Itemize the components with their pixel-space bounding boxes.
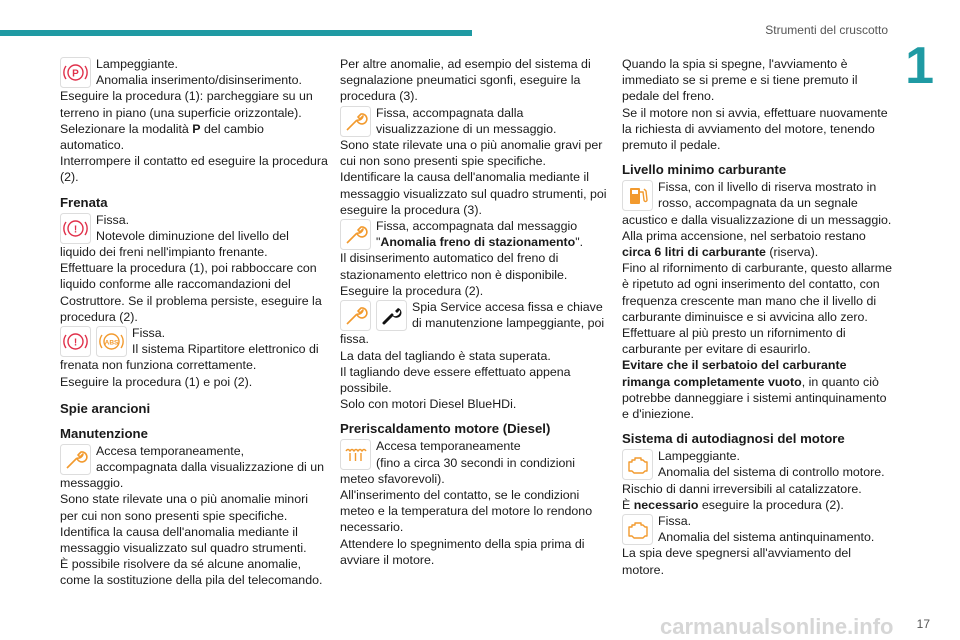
- text: Rischio di danni irreversibili al catalizzatore.: [622, 481, 862, 496]
- spanner-black-icon: [376, 300, 407, 331]
- page-number: 17: [916, 617, 930, 631]
- engine-icon: [622, 514, 653, 545]
- spanner-icon: [60, 444, 91, 475]
- svg-text:P: P: [72, 68, 79, 80]
- text: Il sistema Ripartitore elettronico di frenata non funziona correttamente.: [60, 342, 319, 373]
- text: È possibile risolvere da sé alcune anomalie, come la sostituzione della pila del telecomando.: [60, 557, 323, 588]
- text: Eseguire la procedura (1): parcheggiare su un terreno in piano (una superficie orizzontale).: [60, 89, 313, 120]
- heading-frenata: Frenata: [60, 194, 108, 210]
- spanner-icon: [340, 106, 371, 137]
- text: Accesa temporaneamente: [376, 439, 521, 454]
- column-3: [622, 56, 894, 578]
- svg-text:!: !: [73, 337, 78, 349]
- text: Sono state rilevate una o più anomalie minori per cui non sono presenti spie specifiche.: [60, 492, 308, 523]
- text: Notevole diminuzione del livello del liquido dei freni nell'impianto frenante.: [60, 228, 289, 260]
- text: Fissa.: [132, 326, 166, 341]
- text: rosso, accompagnata da un segnale acustico e dalla visualizzazione di un messaggio.: [622, 196, 892, 227]
- text: Identifica la causa dell'anomalia mediante il messaggio visualizzato sul quadro strumenti.: [60, 524, 307, 556]
- text: Fissa, accompagnata dal messaggio: [376, 219, 578, 234]
- section-title: Strumenti del cruscotto: [765, 23, 888, 37]
- text: (fino a circa 30 secondi in condizioni meteo sfavorevoli).: [340, 455, 576, 486]
- text: Effettuare al più presto un rifornimento di carburante per evitare di esaurirlo.: [622, 326, 846, 357]
- header-accent-bar: [0, 30, 472, 36]
- text: Lampeggiante.: [658, 449, 740, 464]
- spanner-icon: [340, 219, 371, 250]
- text: Il disinserimento automatico del freno di stazionamento elettrico non è disponibile.: [340, 251, 568, 282]
- text: Accesa temporaneamente,: [96, 443, 245, 458]
- text: accompagnata dalla visualizzazione di un messaggio.: [60, 460, 324, 491]
- text: Anomalia inserimento/disinserimento.: [96, 73, 302, 88]
- watermark: carmanualsonline.info: [660, 614, 894, 639]
- text: Eseguire la procedura (2).: [340, 283, 484, 298]
- text: È necessario eseguire la procedura (2).: [622, 497, 844, 512]
- service-wrench-icon: [340, 300, 371, 331]
- text: Fissa, con il livello di riserva mostrato in: [658, 180, 877, 195]
- heading-autodiagnosi: Sistema di autodiagnosi del motore: [622, 431, 845, 447]
- text: Attendere lo spegnimento della spia prima di avviare il motore.: [340, 536, 585, 567]
- text: La data del tagliando è stata superata.: [340, 348, 551, 363]
- chapter-number: 1: [905, 37, 934, 95]
- heading-spie-arancioni: Spie arancioni: [60, 400, 151, 416]
- text: Interrompere il contatto ed eseguire la procedura (2).: [60, 154, 328, 185]
- abs-icon: [96, 326, 127, 357]
- heading-manutenzione: Manutenzione: [60, 425, 148, 441]
- text: Anomalia del sistema di controllo motore.: [658, 465, 885, 480]
- svg-text:!: !: [73, 224, 78, 236]
- brake-warning-icon: [60, 326, 91, 357]
- text: Sono state rilevate una o più anomalie gravi per cui non sono presenti spie specifiche.: [340, 138, 603, 169]
- column-2: [340, 56, 608, 568]
- engine-icon: [622, 449, 653, 480]
- column-1: [60, 56, 328, 589]
- text: Effettuare la procedura (1), poi rabboccare con liquido conforme alle raccomandazioni del Costruttore. Se il problema persiste, eseguire la procedura (2).: [60, 261, 322, 324]
- heading-preriscaldamento: Preriscaldamento motore (Diesel): [340, 421, 551, 437]
- brake-warning-icon: [60, 213, 91, 244]
- svg-text:ABS: ABS: [104, 339, 119, 347]
- text: Spia Service accesa fissa e chiave: [412, 300, 603, 315]
- text: Evitare che il serbatoio del carburante rimanga completamente vuoto, in quanto ciò potrebbe danneggiare i sistemi antinquinamento e d'iniezione.: [622, 358, 887, 422]
- text: "Anomalia freno di stazionamento".: [376, 235, 584, 250]
- heading-livello-carburante: Livello minimo carburante: [622, 162, 787, 178]
- text: All'inserimento del contatto, se le condizioni meteo e la temperatura del motore lo rendono necessario.: [340, 488, 593, 535]
- text: di manutenzione lampeggiante, poi fissa.: [340, 316, 605, 347]
- fuel-pump-icon: [622, 180, 653, 211]
- text: Eseguire la procedura (1) e poi (2).: [60, 374, 253, 389]
- text: Fissa, accompagnata dalla: [376, 105, 524, 120]
- text: Se il motore non si avvia, effettuare nuovamente la richiesta di avviamento del motore, tenendo premuto il pedale.: [622, 105, 888, 153]
- text: Solo con motori Diesel BlueHDi.: [340, 397, 517, 412]
- text: Per altre anomalie, ad esempio del sistema di segnalazione pneumatici sgonfi, eseguire la procedura (3).: [340, 57, 591, 104]
- glow-plug-icon: [340, 439, 371, 470]
- text: Fino al rifornimento di carburante, questo allarme è ripetuto ad ogni inserimento del contatto, con frequenza crescente man mano che il livello di carburante diminuisce e si avvicina allo zero.: [622, 261, 892, 324]
- text: Lampeggiante.: [96, 57, 178, 71]
- text: Identificare la causa dell'anomalia mediante il messaggio visualizzato sul quadro strumenti, poi eseguire la procedura (3).: [340, 170, 607, 217]
- text: Il tagliando deve essere effettuato appena possibile.: [340, 364, 571, 396]
- text: Selezionare la modalità P del cambio automatico.: [60, 121, 264, 153]
- parking-brake-icon: [60, 57, 91, 88]
- text: visualizzazione di un messaggio.: [376, 121, 557, 136]
- text: Fissa.: [96, 212, 130, 227]
- text: La spia deve spegnersi all'avviamento del motore.: [622, 546, 851, 577]
- text: Alla prima accensione, nel serbatoio restano circa 6 litri di carburante (riserva).: [622, 228, 866, 260]
- text: Quando la spia si spegne, l'avviamento è immediato se si preme e si tiene premuto il pedale del freno.: [622, 57, 858, 104]
- text: Anomalia del sistema antinquinamento.: [658, 530, 875, 545]
- text: Fissa.: [658, 514, 692, 529]
